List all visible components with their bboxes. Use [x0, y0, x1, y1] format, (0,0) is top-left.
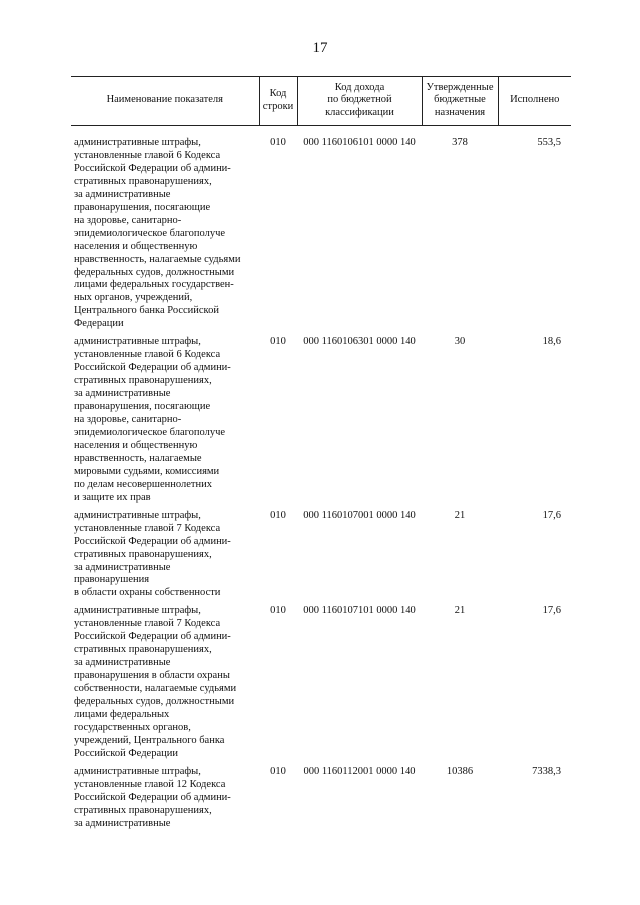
cell-indicator-name — [71, 766, 259, 836]
table-row — [71, 766, 571, 836]
cell-line-code: 010 — [270, 765, 286, 777]
indicator-name-line: стративных правонарушениях, — [74, 644, 212, 656]
cell-income-code: 000 1160112001 0000 140 — [303, 765, 416, 777]
indicator-name-line: Центрального банка Российской — [74, 305, 219, 317]
cell-line-code: 010 — [270, 605, 286, 617]
header-approved — [422, 77, 498, 126]
cell-approved: 10386 — [446, 765, 474, 777]
indicator-name-line: стративных правонарушениях, — [74, 375, 212, 387]
indicator-name-line: и защите их прав — [74, 491, 151, 503]
indicator-name-line: за административные — [74, 561, 171, 573]
table-row — [71, 137, 571, 336]
indicator-name-line: федеральных судов, должностными — [74, 266, 235, 278]
indicator-name-line: учреждений, Центрального банка — [74, 734, 225, 746]
spacer-cell — [71, 126, 571, 138]
cell-executed: 18,6 — [542, 336, 561, 348]
indicator-name-line: административные штрафы, — [74, 605, 201, 617]
indicator-name-line: государственных органов, — [74, 721, 191, 733]
indicator-name-line: по делам несовершеннолетних — [74, 478, 212, 490]
header-executed — [498, 77, 571, 126]
cell-line-code: 010 — [270, 336, 286, 348]
header-approved-l3: назначения — [434, 106, 486, 118]
header-executed-label: Исполнено — [510, 94, 560, 106]
indicator-name-line: стративных правонарушениях, — [74, 548, 212, 560]
header-approved-l1: Утвержденные — [426, 81, 494, 93]
indicator-name-line: административные штрафы, — [74, 509, 201, 521]
header-income-code-l2: по бюджетной — [327, 94, 392, 106]
cell-approved: 30 — [454, 336, 466, 348]
indicator-name-line: за административные — [74, 657, 171, 669]
indicator-name-line: правонарушения, посягающие — [74, 401, 211, 413]
indicator-name-line: Федерации — [74, 318, 124, 330]
table-header — [71, 77, 571, 126]
indicator-name-line: за административные — [74, 388, 171, 400]
indicator-name-line: установленные главой 6 Кодекса — [74, 149, 221, 161]
indicator-name-line: правонарушения в области охраны — [74, 670, 230, 682]
cell-income-code: 000 1160106301 0000 140 — [303, 336, 416, 348]
indicator-name-line: Российской Федерации об админи- — [74, 631, 231, 643]
indicator-name-line: в области охраны собственности — [74, 587, 221, 599]
header-line-code-l1: Код — [269, 88, 287, 99]
indicator-name-line: правонарушения — [74, 574, 150, 586]
indicator-name-line: Российской Федерации об админи- — [74, 791, 231, 803]
indicator-name-line: установленные главой 7 Кодекса — [74, 618, 221, 630]
cell-indicator-name — [71, 605, 259, 765]
cell-indicator-name — [71, 137, 259, 336]
indicator-name-line: собственности, налагаемые судьями — [74, 683, 237, 695]
indicator-name-line: административные штрафы, — [74, 336, 201, 348]
cell-indicator-name — [71, 336, 259, 509]
table-row — [71, 510, 571, 606]
indicator-name-line: мировыми судьями, комиссиями — [74, 465, 220, 477]
indicator-name-line: стративных правонарушениях, — [74, 175, 212, 187]
indicator-name-line: за административные — [74, 817, 171, 829]
cell-approved: 378 — [452, 137, 468, 148]
header-indicator-name — [71, 77, 259, 126]
budget-execution-table — [71, 76, 571, 836]
cell-indicator-name — [71, 510, 259, 606]
indicator-name-line: эпидемиологическое благополуче — [74, 227, 226, 239]
table-row — [71, 605, 571, 765]
cell-income-code: 000 1160107101 0000 140 — [303, 605, 416, 617]
header-spacer — [71, 126, 571, 138]
header-income-code-l3: классификации — [325, 106, 394, 118]
cell-executed: 553,5 — [537, 137, 561, 148]
indicator-name-line: Российской Федерации об админи- — [74, 162, 231, 174]
indicator-name-line: Российской Федерации об админи- — [74, 362, 231, 374]
indicator-name-line: нравственность, налагаемые — [74, 452, 202, 464]
cell-line-code: 010 — [270, 137, 286, 148]
indicator-name-line: установленные главой 7 Кодекса — [74, 522, 221, 534]
header-indicator-name-label: Наименование показателя — [106, 94, 223, 106]
cell-line-code: 010 — [270, 509, 286, 521]
table-row — [71, 336, 571, 509]
indicator-name-line: административные штрафы, — [74, 137, 201, 148]
cell-executed: 17,6 — [542, 605, 561, 617]
indicator-name-line: населения и общественную — [74, 240, 198, 252]
page-number: 17 — [312, 40, 328, 56]
indicator-name-line: нравственность, налагаемые судьями — [74, 253, 241, 265]
indicator-name-line: на здоровье, санитарно- — [74, 214, 182, 226]
indicator-name-line: лицами федеральных — [74, 708, 170, 720]
indicator-name-line: ных органов, учреждений, — [74, 292, 193, 304]
cell-income-code: 000 1160106101 0000 140 — [303, 137, 416, 148]
indicator-name-line: административные штрафы, — [74, 765, 201, 777]
indicator-name-line: Российской Федерации об админи- — [74, 535, 231, 547]
indicator-name-line: эпидемиологическое благополуче — [74, 426, 226, 438]
cell-executed: 7338,3 — [532, 765, 561, 777]
cell-approved: 21 — [454, 509, 466, 521]
indicator-name-line: правонарушения, посягающие — [74, 201, 211, 213]
cell-executed: 17,6 — [542, 509, 561, 521]
header-approved-l2: бюджетные — [434, 94, 486, 106]
cell-approved: 21 — [454, 605, 466, 617]
indicator-name-line: лицами федеральных государствен- — [74, 279, 234, 291]
indicator-name-line: на здоровье, санитарно- — [74, 414, 182, 426]
indicator-name-line: Российской Федерации — [74, 747, 178, 759]
header-line-code — [259, 77, 297, 126]
indicator-name-line: за административные — [74, 188, 171, 200]
header-income-code-l1: Код дохода — [334, 81, 385, 93]
header-line-code-l2: строки — [262, 100, 294, 112]
indicator-name-line: установленные главой 6 Кодекса — [74, 349, 221, 361]
table-body — [71, 126, 571, 836]
indicator-name-line: федеральных судов, должностными — [74, 696, 235, 708]
cell-income-code: 000 1160107001 0000 140 — [303, 509, 416, 521]
header-income-code — [297, 77, 422, 126]
indicator-name-line: населения и общественную — [74, 439, 198, 451]
indicator-name-line: стративных правонарушениях, — [74, 804, 212, 816]
indicator-name-line: установленные главой 12 Кодекса — [74, 778, 226, 790]
